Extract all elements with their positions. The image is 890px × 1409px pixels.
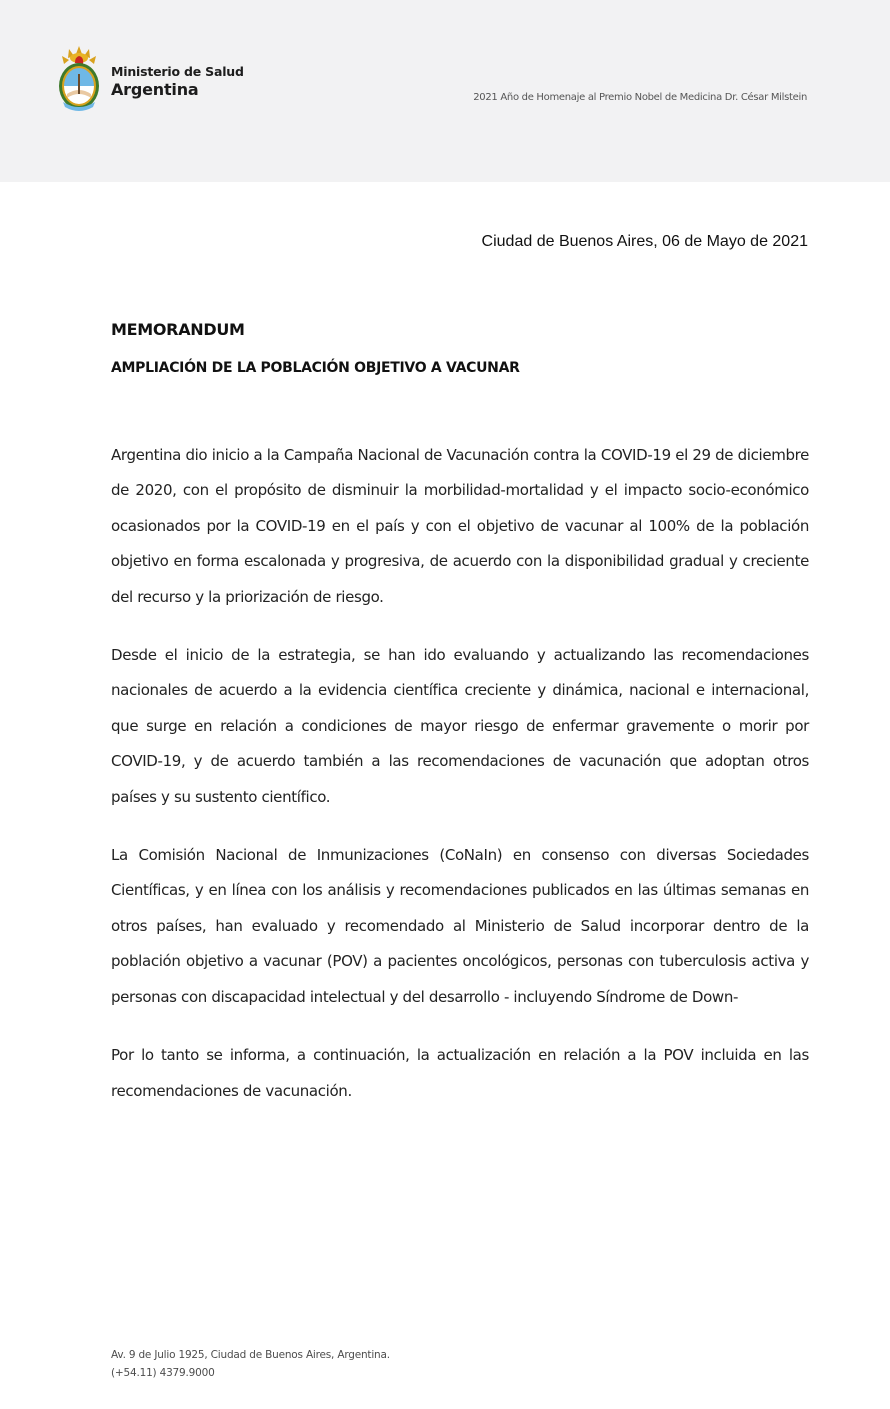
footer-address: Av. 9 de Julio 1925, Ciudad de Buenos Aires, Argentina. — [111, 1349, 390, 1361]
ministry-name: Ministerio de Salud — [111, 64, 244, 79]
footer-phone: (+54.11) 4379.9000 — [111, 1367, 215, 1379]
date-line: Ciudad de Buenos Aires, 06 de Mayo de 2021 — [481, 233, 808, 250]
organization-name — [111, 64, 244, 100]
argentina-coat-of-arms-logo — [57, 46, 101, 112]
memo-body — [111, 438, 809, 1132]
year-tagline: 2021 Año de Homenaje al Premio Nobel de Medicina Dr. César Milstein — [473, 92, 807, 103]
paragraph: Por lo tanto se informa, a continuación, la actualización en relación a la POV incluida en las recomendaciones de vacunación. — [111, 1046, 809, 1100]
footer-contact — [111, 1346, 390, 1382]
paragraph: La Comisión Nacional de Inmunizaciones (CoNaIn) en consenso con diversas Sociedades Científicas, y en línea con los análisis y recomendaciones publicados en las últimas semanas en otros países, han evaluado y recomendado al Ministerio de Salud incorporar dentro de la población objetivo a vacunar (POV) a pacientes oncológicos, personas con tuberculosis activa y personas con discapacidad intelectual y del desarrollo - incluyendo Síndrome de Down- — [111, 846, 809, 1006]
country-name: Argentina — [111, 80, 199, 99]
letterhead — [0, 0, 890, 182]
paragraph: Argentina dio inicio a la Campaña Nacional de Vacunación contra la COVID-19 el 29 de diciembre de 2020, con el propósito de disminuir la morbilidad-mortalidad y el impacto socio-económico ocasionados por la COVID-19 en el país y con el objetivo de vacunar al 100% de la población objetivo en forma escalonada y progresiva, de acuerdo con la disponibilidad gradual y creciente del recurso y la priorización de riesgo. — [111, 446, 809, 606]
memo-title: MEMORANDUM — [111, 320, 245, 339]
paragraph: Desde el inicio de la estrategia, se han ido evaluando y actualizando las recomendaciones nacionales de acuerdo a la evidencia científica creciente y dinámica, nacional e internacional, que surge en relación a condiciones de mayor riesgo de enfermar gravemente o morir por COVID-19, y de acuerdo también a las recomendaciones de vacunación que adoptan otros países y su sustento científico. — [111, 646, 809, 806]
memo-subtitle: AMPLIACIÓN DE LA POBLACIÓN OBJETIVO A VACUNAR — [111, 360, 520, 376]
